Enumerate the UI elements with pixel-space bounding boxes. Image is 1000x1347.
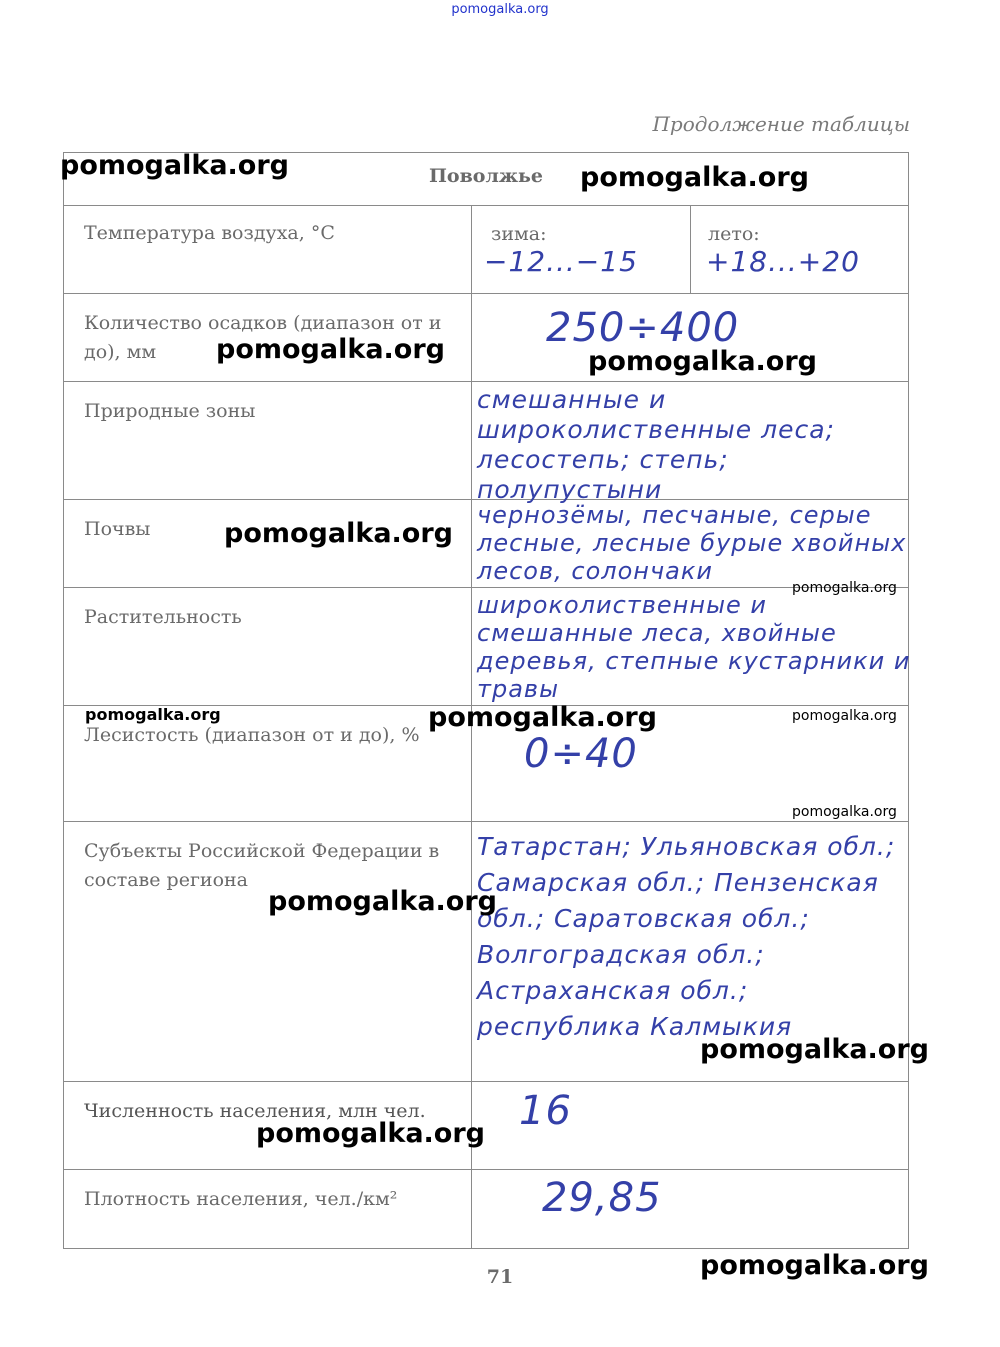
population-label: Численность населения, млн чел.: [84, 1100, 426, 1122]
precipitation-value: 250÷400: [546, 305, 740, 351]
top-site-link[interactable]: pomogalka.org: [451, 2, 549, 17]
watermark: pomogalka.org: [224, 518, 453, 549]
watermark: pomogalka.org: [85, 705, 221, 724]
watermark: pomogalka.org: [792, 580, 897, 596]
watermark: pomogalka.org: [428, 702, 657, 733]
forest-cover-label: Лесистость (диапазон от и до), %: [84, 724, 420, 746]
natural-zones-value: смешанные и широколиственные леса; лесостепь; степь; полупустыни: [477, 385, 835, 504]
subjects-value: Татарстан; Ульяновская обл.; Самарская обл.; Пензенская обл.; Саратовская обл.; Волгоградская обл.; Астраханская обл.; республика Калмыкия: [477, 832, 896, 1041]
climate-table: [63, 152, 909, 1249]
density-value: 29,85: [542, 1175, 662, 1221]
region-title: Поволжье: [428, 165, 544, 187]
watermark: pomogalka.org: [700, 1034, 929, 1065]
summer-label: лето:: [708, 223, 760, 245]
temperature-label: Температура воздуха, °С: [84, 222, 335, 244]
watermark: pomogalka.org: [792, 708, 897, 724]
watermark: pomogalka.org: [268, 886, 497, 917]
natural-zones-label: Природные зоны: [84, 400, 256, 422]
watermark: pomogalka.org: [792, 804, 897, 820]
watermark: pomogalka.org: [700, 1250, 929, 1281]
forest-cover-value: 0÷40: [524, 731, 638, 777]
watermark: pomogalka.org: [580, 162, 809, 193]
page-number: 71: [486, 1266, 514, 1288]
watermark: pomogalka.org: [60, 150, 289, 181]
soils-value: чернозёмы, песчаные, серые лесные, лесные бурые хвойных лесов, солончаки: [477, 501, 907, 585]
population-value: 16: [519, 1088, 572, 1134]
soils-label: Почвы: [84, 518, 151, 540]
density-label: Плотность населения, чел./км²: [84, 1188, 398, 1210]
precipitation-label: Количество осадков (диапазон от и до), мм: [84, 312, 442, 363]
watermark: pomogalka.org: [588, 346, 817, 377]
watermark: pomogalka.org: [256, 1118, 485, 1149]
vegetation-label: Растительность: [84, 606, 242, 628]
winter-label: зима:: [491, 223, 547, 245]
subjects-label: Субъекты Российской Федерации в составе региона: [84, 840, 440, 891]
summer-value: +18...+20: [706, 245, 860, 278]
continuation-caption: Продолжение таблицы: [652, 112, 910, 136]
vegetation-value: широколиственные и смешанные леса, хвойные деревья, степные кустарники и травы: [477, 591, 911, 703]
watermark: pomogalka.org: [216, 334, 445, 365]
winter-value: −12...−15: [484, 245, 638, 278]
